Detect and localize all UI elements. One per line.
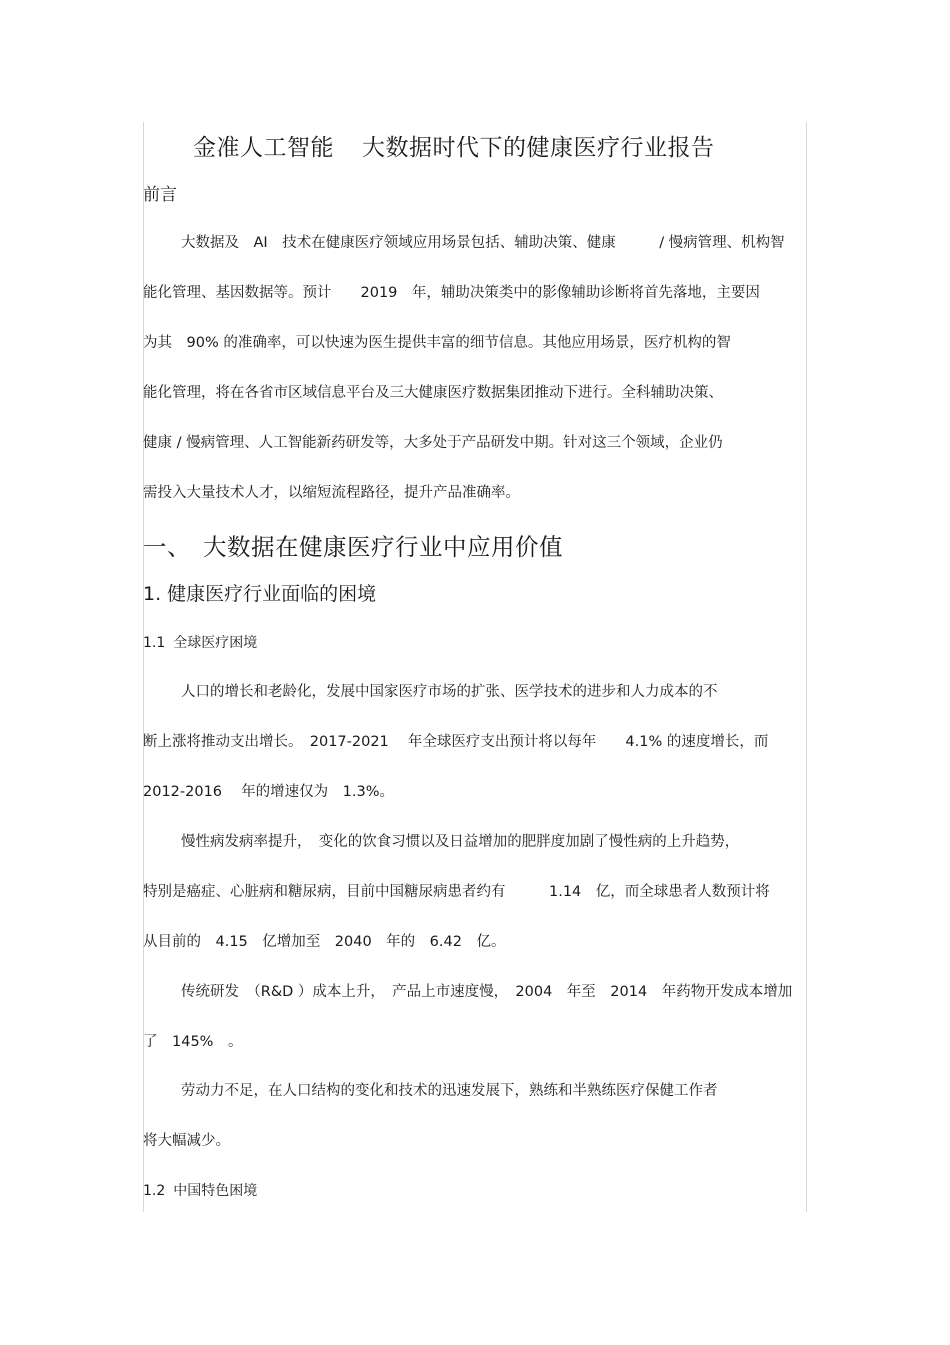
paragraph-line-1: 人口的增长和老龄化，发展中国家医疗市场的扩张、医学技术的进步和人力成本的不 <box>181 684 718 700</box>
title-part-1: 金准人工智能 <box>193 135 334 161</box>
paragraph-line-7: 传统研发 （R&D ）成本上升， 产品上市速度慢， 2004 年至 2014 年药物开发成本增加 <box>181 984 793 1000</box>
paragraph-line-10: 将大幅减少。 <box>143 1133 230 1149</box>
paragraph-line-2: 断上涨将推动支出增长。 2017-2021 年全球医疗支出预计将以每年 4.1% 的速度增长，而 <box>143 734 769 750</box>
right-margin-line <box>806 122 807 1212</box>
preface-line-6: 需投入大量技术人才，以缩短流程路径，提升产品准确率。 <box>143 485 520 501</box>
subsection-1-2-number: 1.2 <box>143 1183 166 1199</box>
title-part-2: 大数据时代下的健康医疗行业报告 <box>362 135 715 161</box>
subsection-1-heading: 1. 健康医疗行业面临的困境 <box>143 583 377 605</box>
preface-line-4: 能化管理，将在各省市区域信息平台及三大健康医疗数据集团推动下进行。全科辅助决策、 <box>143 385 723 401</box>
subsection-1-2-title: 中国特色困境 <box>173 1183 258 1199</box>
subsection-1-1-title: 全球医疗困境 <box>173 635 258 651</box>
preface-line-1: 大数据及 AI 技术在健康医疗领域应用场景包括、辅助决策、健康 / 慢病管理、机构智 <box>181 235 785 251</box>
paragraph-line-4: 慢性病发病率提升， 变化的饮食习惯以及日益增加的肥胖度加剧了慢性病的上升趋势， <box>181 834 740 850</box>
paragraph-line-9: 劳动力不足，在人口结构的变化和技术的迅速发展下，熟练和半熟练医疗保健工作者 <box>181 1083 718 1099</box>
paragraph-line-6: 从目前的 4.15 亿增加至 2040 年的 6.42 亿。 <box>143 934 506 950</box>
subsection-1-2-heading <box>143 1181 257 1201</box>
subsection-1-1-number: 1.1 <box>143 635 166 651</box>
paragraph-line-5: 特别是癌症、心脏病和糖尿病，目前中国糖尿病患者约有 1.14 亿，而全球患者人数预计将 <box>143 884 770 900</box>
document-title <box>193 132 715 164</box>
paragraph-line-8: 了 145% 。 <box>143 1034 243 1050</box>
paragraph-line-3: 2012-2016 年的增速仅为 1.3%。 <box>143 784 394 800</box>
preface-heading: 前言 <box>143 185 177 205</box>
preface-line-2: 能化管理、基因数据等。预计 2019 年，辅助决策类中的影像辅助诊断将首先落地，主要因 <box>143 285 760 301</box>
preface-line-3: 为其 90% 的准确率，可以快速为医生提供丰富的细节信息。其他应用场景，医疗机构的智 <box>143 335 731 351</box>
subsection-1-1-heading <box>143 633 257 653</box>
preface-line-5: 健康 / 慢病管理、人工智能新药研发等，大多处于产品研发中期。针对这三个领域，企业仍 <box>143 435 723 451</box>
section-1-number: 一、 <box>143 533 191 561</box>
section-1-heading <box>143 531 563 563</box>
section-1-title: 大数据在健康医疗行业中应用价值 <box>203 533 563 561</box>
